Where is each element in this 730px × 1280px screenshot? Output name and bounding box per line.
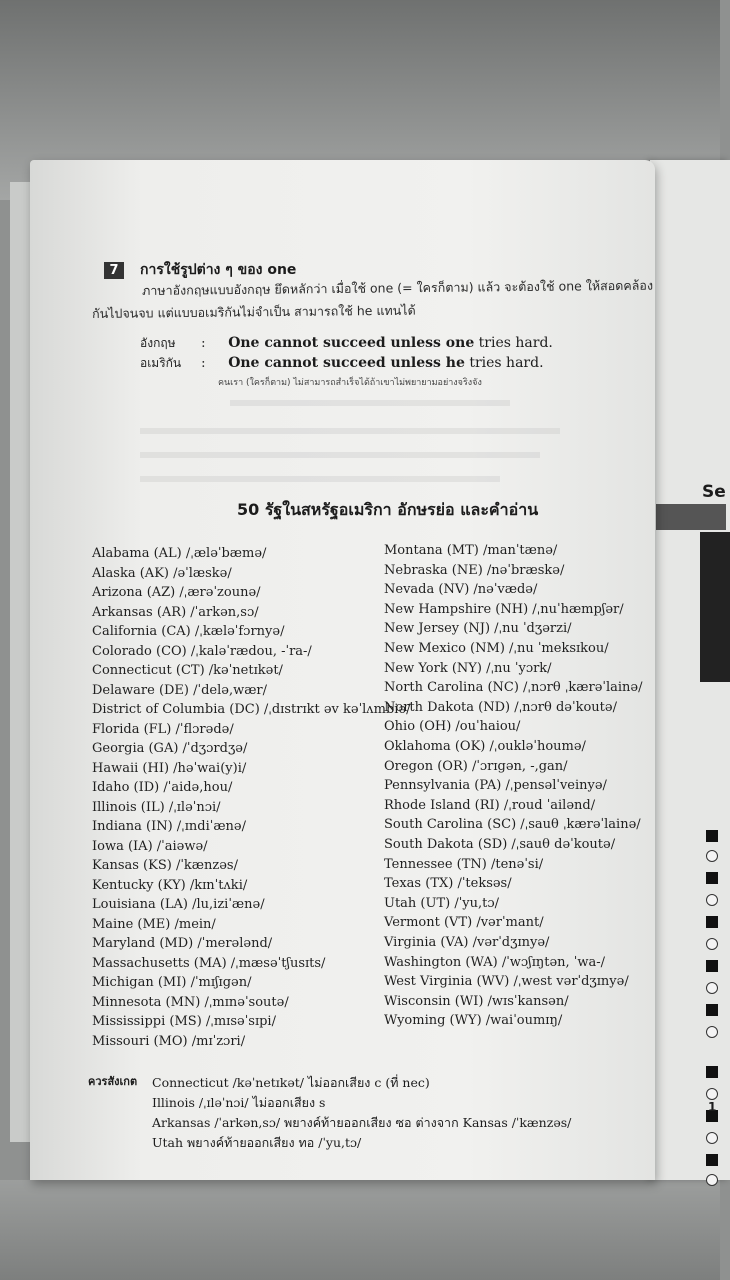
example-label: อเมริกัน [140,356,182,370]
state-entry: Texas (TX) /ˈteksəs/ [384,876,512,892]
state-entry: Iowa (IA) /ˈaiəwə/ [92,838,208,854]
adjacent-page-number: 1 [708,1100,717,1114]
example-sentence-end: tries hard. [464,355,544,371]
example-sentence [228,335,553,351]
note-label: ควรสังเกต [88,1075,138,1088]
checkbox-icon [706,830,718,842]
state-entry: Pennsylvania (PA) /ˌpensəlˈveinyə/ [384,778,607,794]
radio-icon [706,894,718,906]
show-through-line [140,452,540,458]
state-entry: California (CA) /ˌkæləˈfɔrnyə/ [92,624,285,639]
example-label: อังกฤษ [140,336,176,350]
state-entry: Oklahoma (OK) /ˌoukləˈhoumə/ [384,739,586,754]
state-entry: Florida (FL) /ˈflɔrədə/ [92,721,234,737]
state-entry: Louisiana (LA) /lu,iziˈænə/ [92,897,265,912]
example-colon: : [201,356,206,371]
checkbox-icon [706,1154,718,1166]
note-line: Illinois /ˌɪləˈnɔi/ ไม่ออกเสียง s [152,1095,326,1110]
state-entry: South Carolina (SC) /ˌsauθ ˌkærəˈlainə/ [384,817,641,833]
show-through-line [230,400,510,406]
note-line: Utah พยางค์ท้ายออกเสียง ทอ /ˈyu,tɔ/ [152,1135,362,1150]
state-entry: Utah (UT) /ˈyu,tɔ/ [384,895,500,911]
adjacent-page-bar [656,504,726,530]
example-translation: คนเรา (ใครก็ตาม) ไม่สามารถสำเร็จได้ถ้าเขาไม่พยายามอย่างจริงจัง [218,378,482,388]
state-entry: Tennessee (TN) /tenəˈsi/ [384,856,544,872]
background-bottom [0,1180,720,1280]
section-number-badge: 7 [104,262,124,279]
state-entry: Colorado (CO) /ˌkaləˈrædou, -ˈra-/ [92,643,312,659]
states-title: 50 รัฐในสหรัฐอเมริกา อักษรย่อ และคำอ่าน [237,500,539,519]
radio-icon [706,1132,718,1144]
state-entry: Nebraska (NE) /nəˈbræskə/ [384,562,565,578]
example-sentence-start: One cannot succeed unless [228,355,446,371]
radio-icon [706,850,718,862]
state-entry: Montana (MT) /manˈtænə/ [384,543,558,558]
adjacent-page-title: Se [702,482,726,502]
state-entry: New Mexico (NM) /ˌnu ˈmeksɪkou/ [384,641,609,656]
note-line: Arkansas /ˈarkən,sɔ/ พยางค์ท้ายออกเสียง ซอ ต่างจาก Kansas /ˈkænzəs/ [152,1115,572,1130]
state-entry: Missouri (MO) /mɪˈzɔri/ [92,1033,246,1049]
note-line: Connecticut /kəˈnetɪkət/ ไม่ออกเสียง c (ที่ nec) [152,1075,430,1090]
state-entry: Mississippi (MS) /ˌmɪsəˈsɪpi/ [92,1014,276,1029]
state-entry: South Dakota (SD) /ˌsauθ dəˈkoutə/ [384,837,616,852]
state-entry: Hawaii (HI) /həˈwai(y)i/ [92,760,247,776]
state-entry: Kentucky (KY) /kɪnˈtʌki/ [92,877,248,893]
state-entry: Georgia (GA) /ˈdʒɔrdʒə/ [92,741,248,756]
show-through-line [140,428,560,434]
state-entry: Illinois (IL) /ˌɪləˈnɔi/ [92,799,221,815]
state-entry: Washington (WA) /ˈwɔʃɪŋtən, ˈwa-/ [384,954,606,970]
states-column-right [384,543,650,1043]
state-entry: Connecticut (CT) /kəˈnetɪkət/ [92,663,283,678]
state-entry: Wisconsin (WI) /wɪsˈkansən/ [384,993,569,1009]
state-entry: North Dakota (ND) /ˌnɔrθ dəˈkoutə/ [384,699,617,715]
state-entry: Kansas (KS) /ˈkænzəs/ [92,858,238,873]
state-entry: West Virginia (WV) /ˌwest vərˈdʒɪnyə/ [384,974,629,990]
checkbox-icon [706,916,718,928]
state-entry: New Hampshire (NH) /ˌnuˈhæmpʃər/ [384,601,624,617]
example-row [140,352,544,373]
state-entry: Alabama (AL) /ˌæləˈbæmə/ [92,546,267,561]
state-entry: Michigan (MI) /ˈmɪʃɪgən/ [92,975,252,990]
state-entry: Wyoming (WY) /waiˈoumɪŋ/ [384,1013,563,1029]
example-sentence-end: tries hard. [474,335,553,351]
state-entry: Ohio (OH) /ouˈhaiou/ [384,719,521,735]
checkbox-icon [706,872,718,884]
state-entry: North Carolina (NC) /ˌnɔrθ ˌkærəˈlainə/ [384,680,643,696]
state-entry: Arkansas (AR) /ˈarkən,sɔ/ [92,604,259,620]
state-entry: New Jersey (NJ) /ˌnu ˈdʒərzi/ [384,621,572,637]
adjacent-page-block [700,532,730,682]
adjacent-page [650,160,730,1180]
state-entry: Massachusetts (MA) /ˌmæsəˈtʃusɪts/ [92,955,326,971]
radio-icon [706,1174,718,1186]
page-spine [10,182,30,1142]
example-row [140,332,553,353]
checkbox-icon [706,1066,718,1078]
radio-icon [706,938,718,950]
radio-icon [706,1026,718,1038]
states-column-left [92,546,411,1049]
state-entry: Vermont (VT) /vərˈmant/ [384,915,544,931]
section-heading: การใช้รูปต่าง ๆ ของ one [140,262,297,278]
show-through-line [140,476,500,482]
example-emphasis: one [445,335,475,351]
state-entry: Alaska (AK) /əˈlæskə/ [92,565,232,581]
state-entry: Minnesota (MN) /ˌmɪnəˈsoutə/ [92,994,289,1010]
state-entry: Idaho (ID) /ˈaidə,hou/ [92,780,233,795]
state-entry: Nevada (NV) /nəˈvædə/ [384,582,538,598]
paragraph-line: ภาษาอังกฤษแบบอังกฤษ ยึดหลักว่า เมื่อใช้ one (= ใครก็ตาม) แล้ว จะต้องใช้ one ให้สอดคล้อง [142,277,654,298]
paragraph-line: กันไปจนจบ แต่แบบอเมริกันไม่จำเป็น สามารถใช้ he แทนได้ [92,302,416,321]
example-sentence [228,355,543,371]
state-entry: Virginia (VA) /vərˈdʒɪnyə/ [384,935,550,950]
state-entry: Maine (ME) /mein/ [92,916,216,932]
radio-icon [706,1088,718,1100]
state-entry: Maryland (MD) /ˈmerələnd/ [92,936,273,951]
example-sentence-start: One cannot succeed unless [228,335,446,351]
state-entry: New York (NY) /ˌnu ˈyɔrk/ [384,660,552,676]
state-entry: Delaware (DE) /ˈdelə,wær/ [92,682,268,698]
radio-icon [706,982,718,994]
checkbox-icon [706,960,718,972]
state-entry: Oregon (OR) /ˈɔrɪgən, -,gan/ [384,758,568,774]
state-entry: Rhode Island (RI) /ˌroud ˈailənd/ [384,797,596,813]
state-entry: District of Columbia (DC) /ˌdɪstrɪkt əv kəˈlʌmbiə/ [92,702,411,717]
state-entry: Indiana (IN) /ˌɪndiˈænə/ [92,819,246,834]
example-colon: : [201,336,206,351]
example-emphasis: he [445,355,465,371]
state-entry: Arizona (AZ) /ˌærəˈzounə/ [92,585,261,600]
checkbox-icon [706,1004,718,1016]
